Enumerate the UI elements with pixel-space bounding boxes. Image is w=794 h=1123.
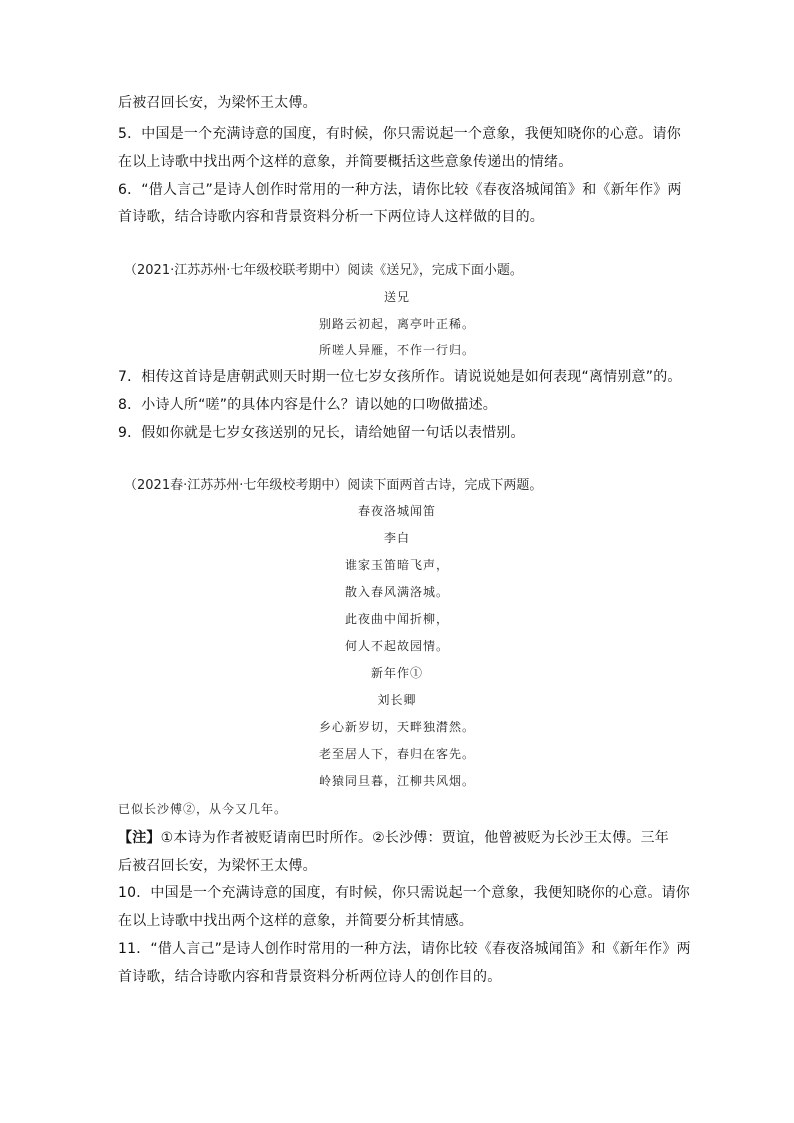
poem-1-line-1: 谁家玉笛暗飞声， [344, 558, 449, 572]
question-10-line-1: 10．中国是一个充满诗意的国度，有时候，你只需说起一个意象，我便知晓你的心意。请你 [118, 885, 691, 901]
section-2-source: （2021·江苏苏州·七年级校联考期中）阅读《送兄》，完成下面小题。 [124, 263, 523, 278]
note-line-2: 后被召回长安，为梁怀王太傅。 [118, 858, 317, 874]
poem-2-line-3: 岭猿同旦暮，江柳共风烟。 [318, 774, 475, 788]
poem-2-line-2: 老至居人下，春归在客先。 [318, 747, 475, 761]
question-6-line-1: 6．“借人言己”是诗人创作时常用的一种方法，请你比较《春夜洛城闻笛》和《新年作》两 [118, 182, 682, 198]
question-6-line-2: 首诗歌，结合诗歌内容和背景资料分析一下两位诗人这样做的目的。 [118, 209, 544, 225]
poem-2-line-1: 乡心新岁切，天畔独潸然。 [318, 720, 475, 734]
poem-1-author: 李白 [383, 531, 410, 545]
note-label: 【注】 [118, 830, 161, 846]
poem-1-line-2: 散入春风满洛城。 [344, 585, 449, 599]
poem-1-line-3: 此夜曲中闻折柳， [344, 612, 449, 626]
question-10-line-2: 在以上诗歌中找出两个这样的意象，并简要分析其情感。 [118, 913, 473, 929]
question-11-line-2: 首诗歌，结合诗歌内容和背景资料分析两位诗人的创作目的。 [118, 969, 502, 985]
poem-1-line-4: 何人不起故园情。 [344, 639, 449, 653]
poem-1-title: 春夜洛城闻笛 [357, 504, 436, 518]
section-3-source: （2021春·江苏苏州·七年级校考期中）阅读下面两首古诗，完成下两题。 [124, 478, 543, 493]
poem-songxiong-title: 送兄 [383, 290, 410, 304]
question-5-line-2: 在以上诗歌中找出两个这样的意象，并简要概括这些意象传递出的情绪。 [118, 154, 573, 170]
question-9: 9．假如你就是七岁女孩送别的兄长，请给她留一句话以表惜别。 [118, 425, 525, 441]
question-7: 7．相传这首诗是唐朝武则天时期一位七岁女孩所作。请说说她是如何表现“离情别意”的。 [118, 369, 682, 385]
poem-2-author: 刘长卿 [377, 693, 417, 707]
poem-songxiong-line-1: 别路云初起，离亭叶正稀。 [318, 317, 475, 331]
question-5-line-1: 5．中国是一个充满诗意的国度，有时候，你只需说起一个意象，我便知晓你的心意。请你 [118, 126, 681, 142]
question-8: 8．小诗人所“嗟”的具体内容是什么？请以她的口吻做描述。 [118, 397, 498, 413]
note-line-1 [118, 827, 669, 847]
note-text: ①本诗为作者被贬请南巴时所作。②长沙傅：贾谊，他曾被贬为长沙王太傅。三年 [160, 830, 669, 846]
note-continuation-line: 后被召回长安，为梁怀王太傅。 [118, 95, 317, 111]
poem-2-line-4: 已似长沙傅②，从今又几年。 [118, 802, 288, 816]
poem-2-title: 新年作① [370, 666, 423, 680]
poem-songxiong-line-2: 所嗟人异雁，不作一行归。 [318, 343, 475, 357]
question-11-line-1: 11．“借人言己”是诗人创作时常用的一种方法，请你比较《春夜洛城闻笛》和《新年作》两 [118, 941, 691, 957]
